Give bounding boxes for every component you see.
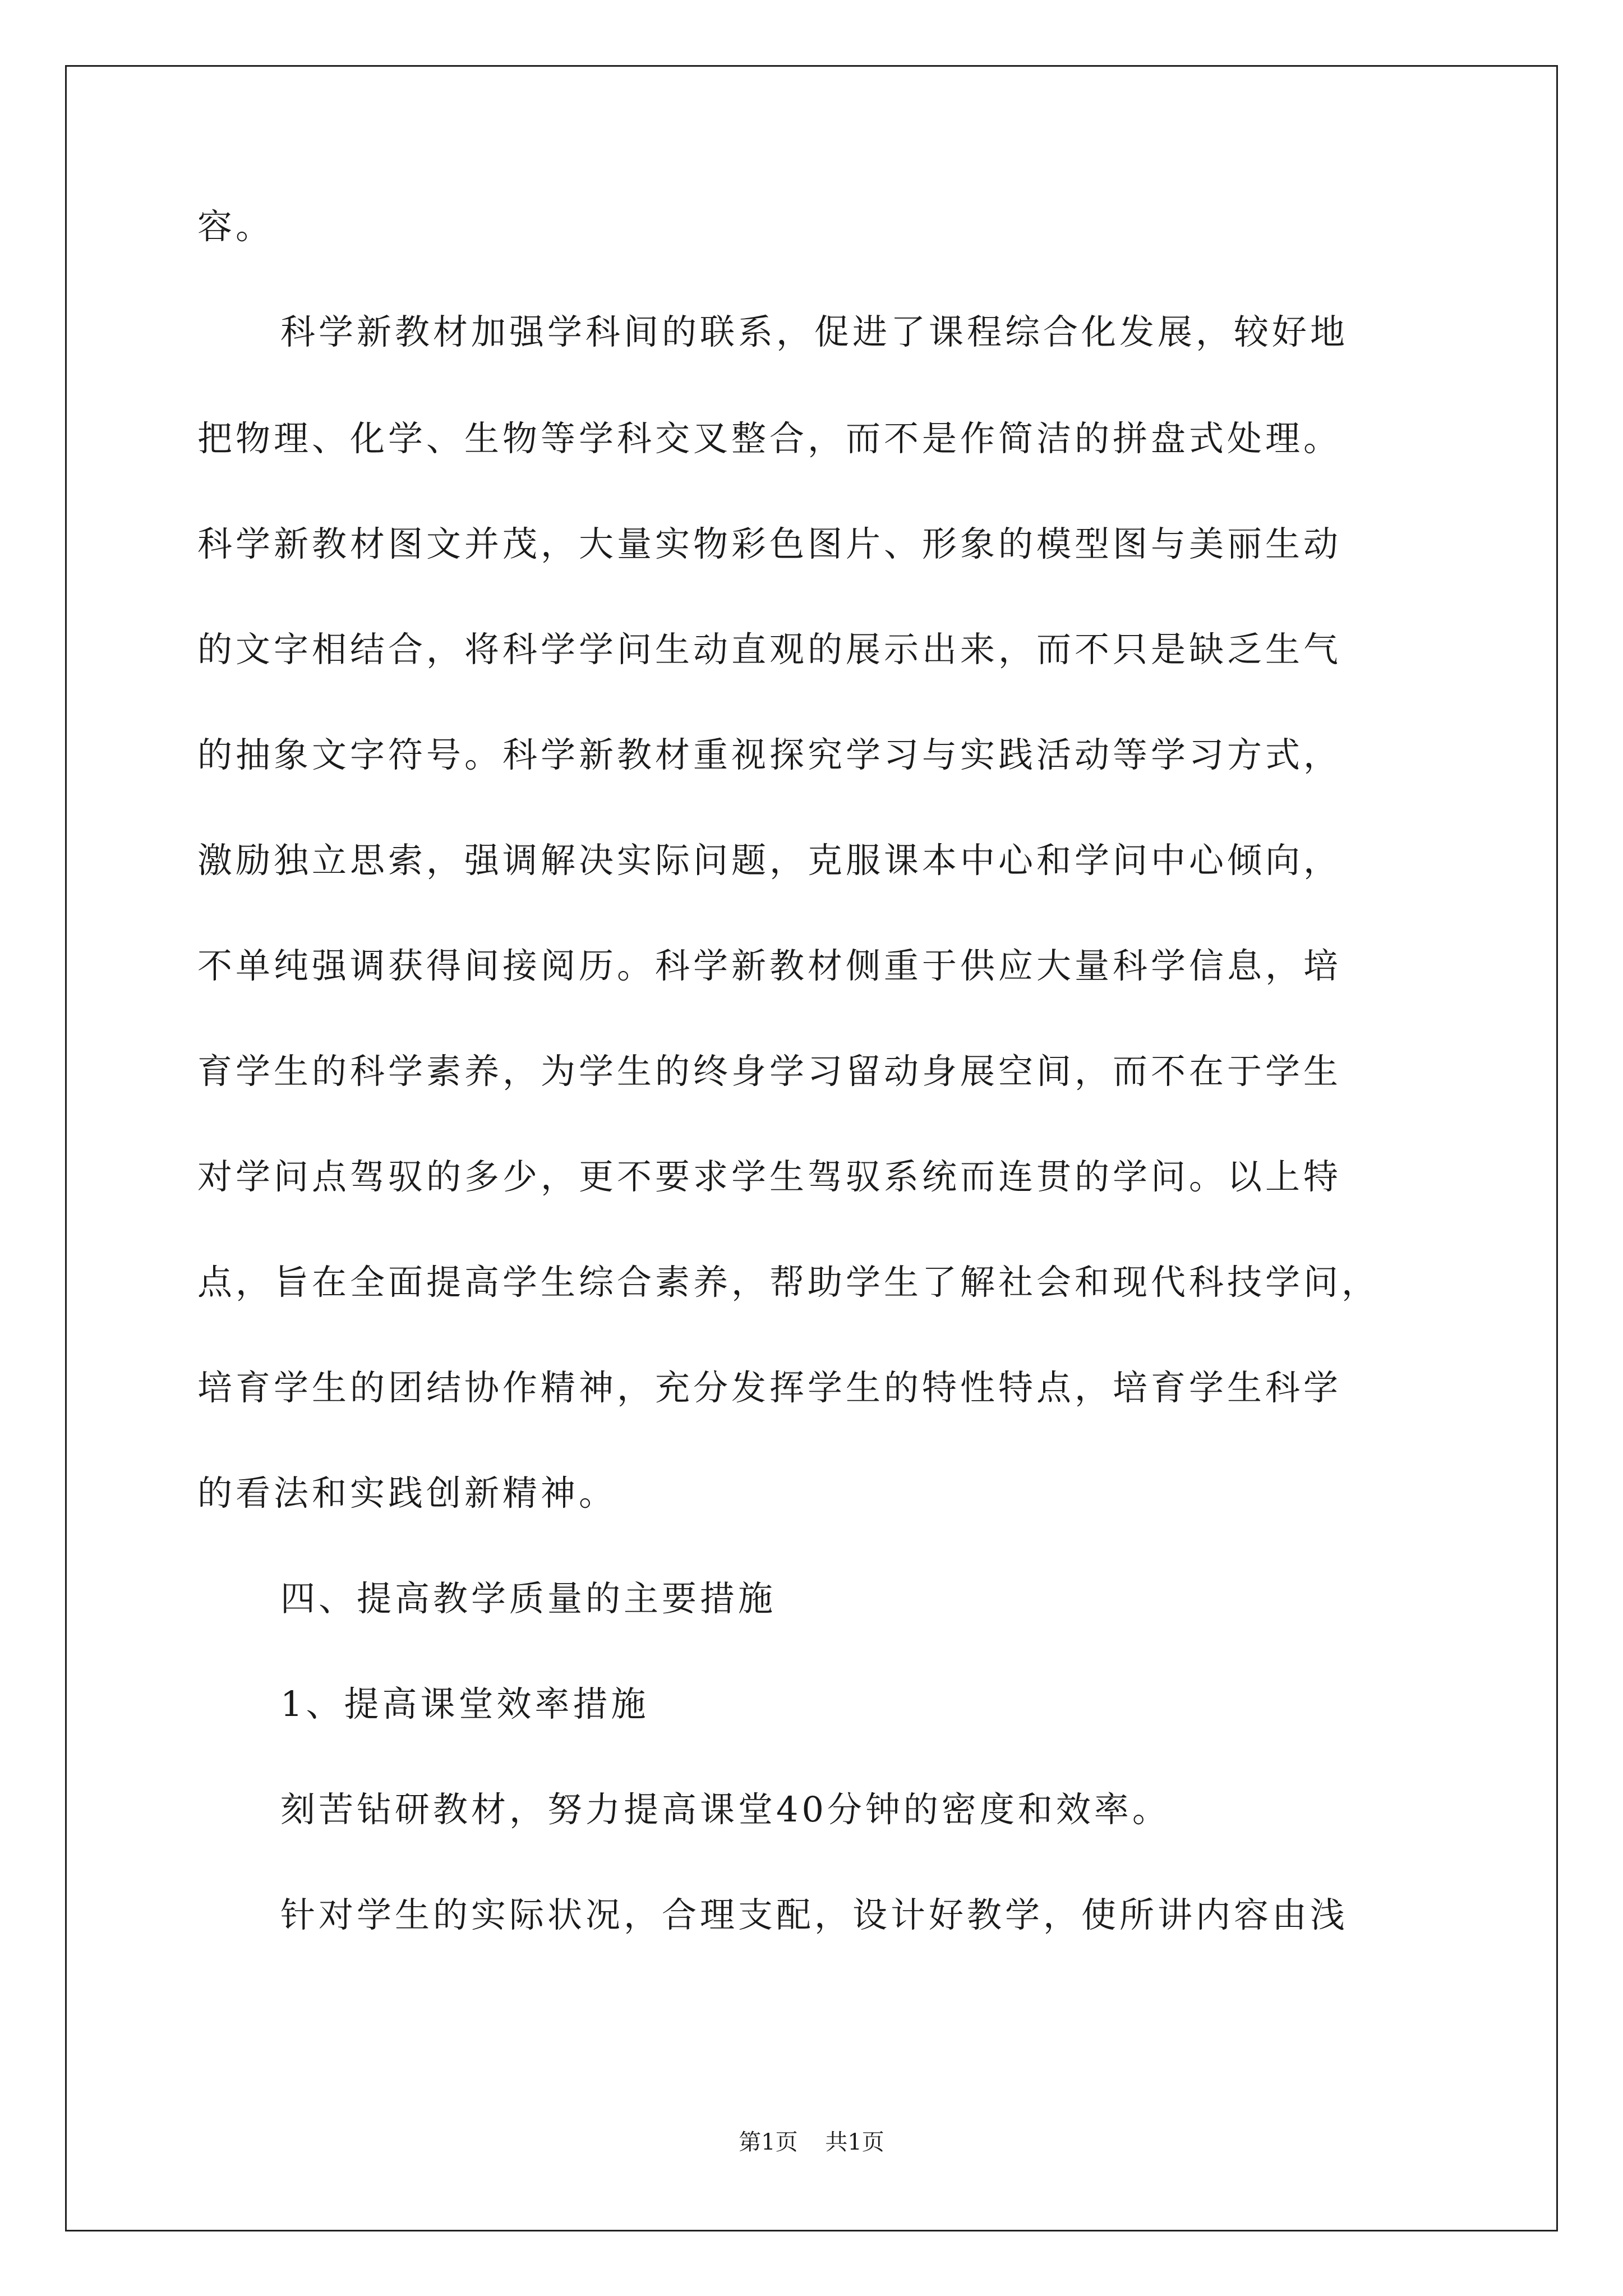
subsection-heading: 1、提高课堂效率措施 (280, 1683, 649, 1724)
body-text-line: 的抽象文字符号。科学新教材重视探究学习与实践活动等学习方式， (197, 734, 1342, 775)
section-heading: 四、提高教学质量的主要措施 (280, 1578, 777, 1619)
body-text-line: 容。 (197, 206, 274, 247)
body-text-line: 点，旨在全面提高学生综合素养，帮助学生了解社会和现代科技学问， (197, 1262, 1380, 1303)
body-text-line: 的看法和实践创新精神。 (197, 1473, 617, 1513)
page-total: 共1页 (825, 2129, 884, 2155)
body-text-line: 对学问点驾驭的多少，更不要求学生驾驭系统而连贯的学问。以上特 (197, 1156, 1342, 1197)
paragraph-first-line: 科学新教材加强学科间的联系，促进了课程综合化发展，较好地 (280, 311, 1349, 352)
paragraph-first-line: 刻苦钻研教材，努力提高课堂40分钟的密度和效率。 (280, 1789, 1170, 1830)
body-text-line: 的文字相结合，将科学学问生动直观的展示出来，而不只是缺乏生气 (197, 629, 1342, 670)
page-number: 第1页 (739, 2129, 798, 2155)
body-text-line: 育学生的科学素养，为学生的终身学习留动身展空间，而不在于学生 (197, 1051, 1342, 1092)
body-text-line: 不单纯强调获得间接阅历。科学新教材侧重于供应大量科学信息，培 (197, 945, 1342, 986)
body-text-line: 培育学生的团结协作精神，充分发挥学生的特性特点，培育学生科学 (197, 1367, 1342, 1408)
paragraph-first-line: 针对学生的实际状况，合理支配，设计好教学，使所讲内容由浅 (280, 1894, 1349, 1935)
page-footer (0, 2128, 1623, 2156)
body-text-line: 把物理、化学、生物等学科交叉整合，而不是作简洁的拼盘式处理。 (197, 418, 1342, 459)
body-text-line: 激励独立思索，强调解决实际问题，克服课本中心和学问中心倾向， (197, 840, 1342, 881)
body-text-line: 科学新教材图文并茂，大量实物彩色图片、形象的模型图与美丽生动 (197, 523, 1342, 564)
